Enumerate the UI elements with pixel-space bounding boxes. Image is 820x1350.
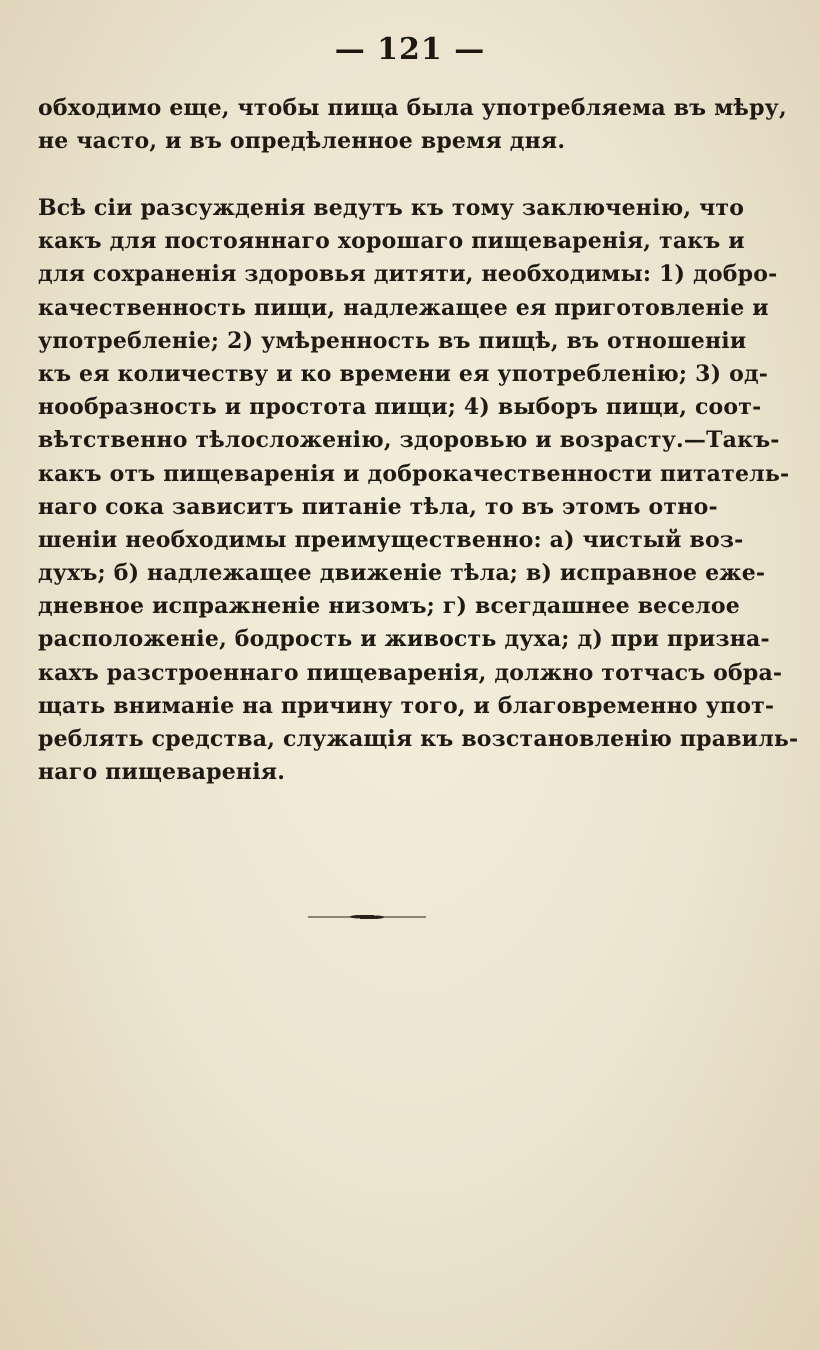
page-number: — 121 — [334, 32, 486, 67]
text-line: Всѣ сіи разсужденія ведутъ къ тому заключенію, что [38, 195, 745, 221]
text-line: духъ; б) надлежащее движеніе тѣла; в) исправное еже- [38, 560, 766, 587]
section-divider-ornament [308, 912, 426, 922]
paragraph-1 [38, 92, 787, 158]
text-line: какъ для постояннаго хорошаго пищеваренія, такъ и [38, 228, 745, 255]
text-line: для сохраненія здоровья дитяти, необходимы: 1) добро- [38, 261, 778, 288]
text-line: употребленіе; 2) умѣренность въ пищѣ, въ отношеніи [38, 327, 747, 354]
text-line: реблять средства, служащія къ возстановленію правиль- [38, 726, 799, 752]
paragraph-2 [38, 192, 799, 789]
text-line: какъ отъ пищеваренія и доброкачественности питатель- [38, 460, 790, 487]
text-line: наго пищеваренія. [38, 759, 286, 786]
text-line: наго сока зависитъ питаніе тѣла, то въ этомъ отно- [38, 493, 718, 520]
text-line: дневное испражненіе низомъ; г) всегдашнее веселое [38, 593, 740, 620]
text-line: обходимо еще, чтобы пища была употребляема въ мѣру, [38, 95, 787, 121]
text-line: вѣтственно тѣлосложенію, здоровью и возрасту.—Такъ- [38, 427, 780, 454]
text-line: не часто, и въ опредѣленное время дня. [38, 128, 566, 155]
text-line: расположеніе, бодрость и живость духа; д) при призна- [38, 626, 770, 653]
text-line: шеніи необходимы преимущественно: а) чистый воз- [38, 526, 744, 553]
text-line: нообразность и простота пищи; 4) выборъ пищи, соот- [38, 394, 762, 421]
text-line: къ ея количеству и ко времени ея употребленію; 3) од- [38, 360, 769, 387]
text-line: качественность пищи, надлежащее ея приготовленіе и [38, 294, 769, 321]
text-line: кахъ разстроеннаго пищеваренія, должно тотчасъ обра- [38, 659, 783, 686]
text-line: щать вниманіе на причину того, и благовременно упот- [38, 692, 775, 719]
